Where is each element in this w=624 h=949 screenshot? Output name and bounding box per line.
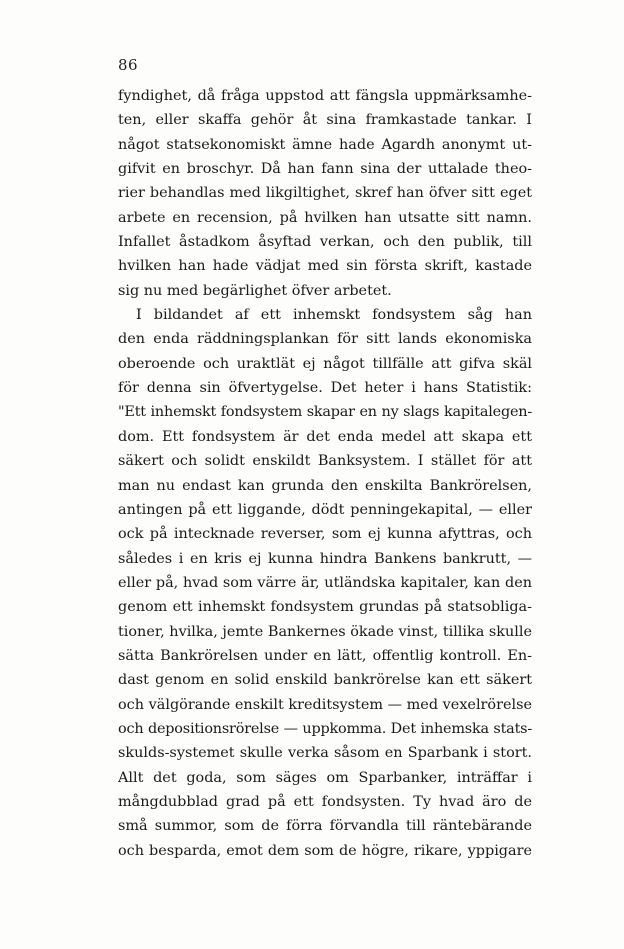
text-line: tioner, hvilka, jemte Bankernes ökade vinst, tillika skulle [118,623,532,640]
text-line: och välgörande enskilt kreditsystem — med vexelrörelse [118,696,532,713]
page-number: 86 [118,56,139,74]
text-line: oberoende och uraktlät ej något tillfälle att gifva skäl [118,355,532,372]
text-line: gifvit en broschyr. Då han fann sina der uttalade theo- [118,161,532,178]
text-line: arbete en recension, på hvilken han utsatte sitt namn. [118,209,532,226]
text-line: ock på intecknade reverser, som ej kunna afyttras, och [118,526,532,543]
text-line: något statsekonomiskt ämne hade Agardh anonymt ut- [118,136,532,153]
text-line: Infallet åstadkom åsyftad verkan, och den publik, till [118,234,532,251]
text-line: små summor, som de förra förvandla till räntebärande [118,818,532,835]
text-line: dom. Ett fondsystem är det enda medel att skapa ett [118,428,532,445]
text-line: således i en kris ej kunna hindra Bankens bankrutt, — [118,550,532,567]
text-line: eller på, hvad som värre är, utländska kapitaler, kan den [118,574,532,591]
text-line: man nu endast kan grunda den enskilta Bankrörelsen, [118,477,532,494]
text-line: genom ett inhemskt fondsystem grundas på statsobliga- [118,599,532,616]
text-line: mångdubblad grad på ett fondsysten. Ty hvad äro de [118,793,532,810]
text-line: ten, eller skaffa gehör åt sina framkastade tankar. I [118,112,532,129]
text-line: "Ett inhemskt fondsystem skapar en ny slags kapitalegen- [118,404,532,421]
text-line: fyndighet, då fråga uppstod att fängsla uppmärksamhe- [118,88,532,104]
text-line: skulds-systemet skulle verka såsom en Sparbank i stort. [118,745,532,762]
body-text [118,84,532,863]
text-line: den enda räddningsplankan för sitt lands ekonomiska [118,331,532,348]
text-line: säkert och solidt enskildt Banksystem. I stället för att [118,453,532,470]
text-line: Allt det goda, som säges om Sparbanker, inträffar i [118,769,532,786]
text-line: antingen på ett liggande, dödt penningekapital, — eller [118,501,532,518]
text-line: för denna sin öfvertygelse. Det heter i hans Statistik: [118,380,532,397]
text-line: och besparda, emot dem som de högre, rikare, yppigare [118,842,532,859]
paragraph-end-line: sig nu med begärlighet öfver arbetet. [118,282,392,299]
text-line: och depositionsrörelse — uppkomma. Det inhemska stats- [118,720,532,737]
text-line: sätta Bankrörelsen under en lätt, offentlig kontroll. En- [118,647,532,664]
text-line: hvilken han hade vädjat med sin första skrift, kastade [118,258,532,275]
paragraph-start-line: I bildandet af ett inhemskt fondsystem såg han [136,307,532,324]
text-line: dast genom en solid enskild bankrörelse kan ett säkert [118,672,532,689]
text-line: rier behandlas med likgiltighet, skref han öfver sitt eget [118,185,532,202]
